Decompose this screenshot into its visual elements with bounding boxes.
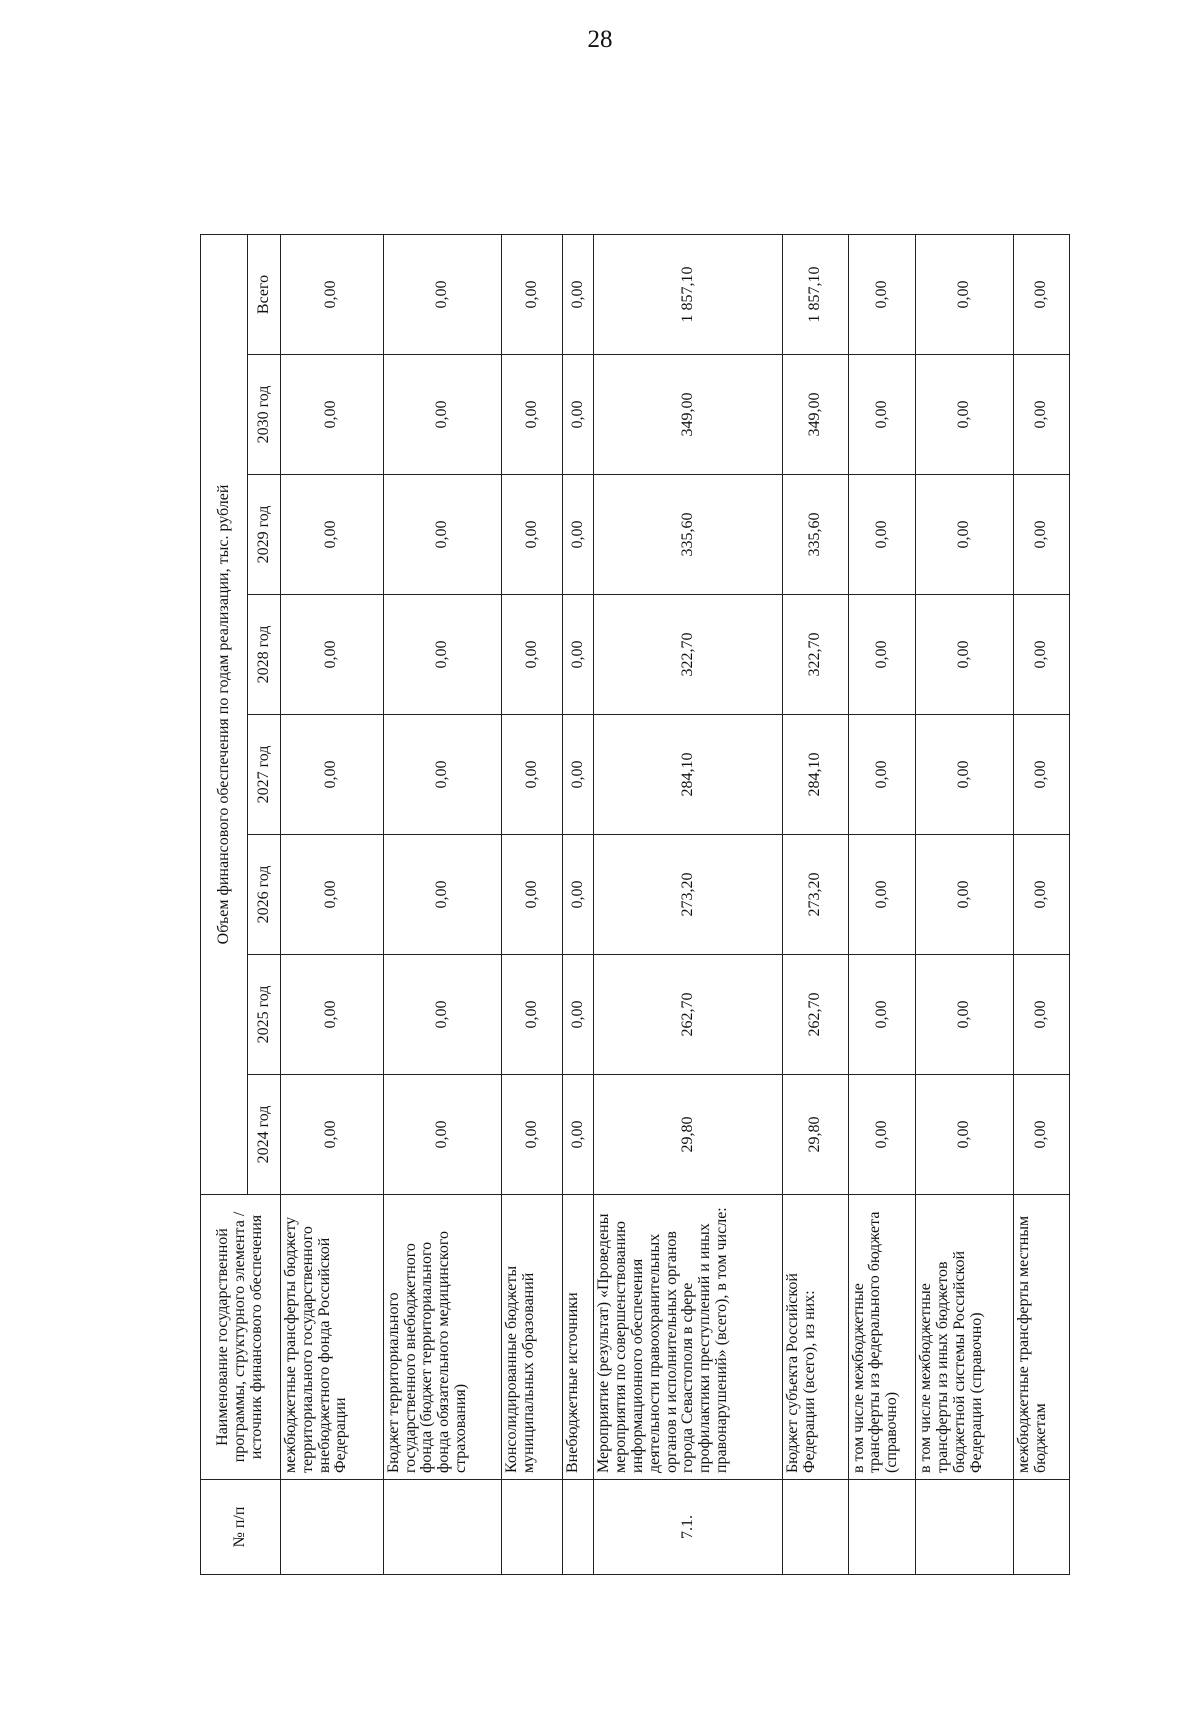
value-cell: 0,00 xyxy=(502,835,562,955)
value-cell: 0,00 xyxy=(848,355,916,475)
value-cell: 0,00 xyxy=(502,955,562,1075)
value-cell: 0,00 xyxy=(383,355,502,475)
total-cell: 0,00 xyxy=(281,234,384,354)
header-year: 2030 год xyxy=(248,355,281,475)
value-cell: 0,00 xyxy=(848,715,916,835)
value-cell: 0,00 xyxy=(916,355,1013,475)
value-cell: 335,60 xyxy=(594,475,783,595)
total-cell: 0,00 xyxy=(502,234,562,354)
value-cell: 0,00 xyxy=(562,475,594,595)
row-name: Мероприятие (результат) «Проведены мероприятия по совершенствованию информационного обеспечения деятельности правоохранительных органов и исполнительных органов города Севастополя в сфере профилактики преступлений и иных правонарушений» (всего), в том числе: xyxy=(594,1195,783,1480)
value-cell: 0,00 xyxy=(1013,715,1069,835)
header-volume: Объем финансового обеспечения по годам реализации, тыс. рублей xyxy=(201,234,248,1194)
financing-table xyxy=(200,234,1070,1575)
header-year: 2028 год xyxy=(248,595,281,715)
value-cell: 0,00 xyxy=(916,835,1013,955)
value-cell: 349,00 xyxy=(782,355,848,475)
value-cell: 0,00 xyxy=(281,355,384,475)
table-body xyxy=(281,234,1070,1574)
value-cell: 0,00 xyxy=(383,1075,502,1195)
page-number: 28 xyxy=(587,26,613,53)
value-cell: 0,00 xyxy=(281,475,384,595)
header-total: Всего xyxy=(248,234,281,354)
value-cell: 322,70 xyxy=(594,595,783,715)
value-cell: 0,00 xyxy=(1013,475,1069,595)
table-row xyxy=(594,234,783,1574)
value-cell: 335,60 xyxy=(782,475,848,595)
value-cell: 0,00 xyxy=(562,595,594,715)
table-row xyxy=(502,234,562,1574)
row-name: Внебюджетные источники xyxy=(562,1195,594,1480)
table-row xyxy=(848,234,916,1574)
total-cell: 0,00 xyxy=(562,234,594,354)
table-row xyxy=(916,234,1013,1574)
value-cell: 0,00 xyxy=(916,715,1013,835)
value-cell: 0,00 xyxy=(502,475,562,595)
table-row xyxy=(782,234,848,1574)
row-number xyxy=(782,1480,848,1575)
value-cell: 0,00 xyxy=(562,715,594,835)
value-cell: 262,70 xyxy=(782,955,848,1075)
row-number xyxy=(916,1480,1013,1575)
value-cell: 0,00 xyxy=(1013,1075,1069,1195)
header-year: 2025 год xyxy=(248,955,281,1075)
table-row xyxy=(383,234,502,1574)
value-cell: 262,70 xyxy=(594,955,783,1075)
table-header xyxy=(201,234,281,1574)
total-cell: 0,00 xyxy=(383,234,502,354)
header-year: 2027 год xyxy=(248,715,281,835)
table-row xyxy=(1013,234,1069,1574)
value-cell: 0,00 xyxy=(562,355,594,475)
value-cell: 284,10 xyxy=(782,715,848,835)
value-cell: 0,00 xyxy=(1013,355,1069,475)
total-cell: 1 857,10 xyxy=(782,234,848,354)
value-cell: 0,00 xyxy=(281,835,384,955)
value-cell: 0,00 xyxy=(916,1075,1013,1195)
row-name: Бюджет территориального государственного внебюджетного фонда (бюджет территориального фонда обязательного медицинского страхования) xyxy=(383,1195,502,1480)
header-name: Наименование государственной программы, структурного элемента / источник финансового обеспечения xyxy=(201,1195,281,1480)
total-cell: 0,00 xyxy=(916,234,1013,354)
rotated-table-container xyxy=(200,235,1070,1575)
row-name: Консолидированные бюджеты муниципальных образований xyxy=(502,1195,562,1480)
value-cell: 0,00 xyxy=(848,955,916,1075)
value-cell: 0,00 xyxy=(502,355,562,475)
value-cell: 0,00 xyxy=(383,715,502,835)
row-number: 7.1. xyxy=(594,1480,783,1575)
row-number xyxy=(502,1480,562,1575)
value-cell: 0,00 xyxy=(281,595,384,715)
value-cell: 0,00 xyxy=(848,595,916,715)
header-year: 2026 год xyxy=(248,835,281,955)
value-cell: 0,00 xyxy=(383,835,502,955)
value-cell: 0,00 xyxy=(916,475,1013,595)
row-name: в том числе межбюджетные трансферты из федерального бюджета (справочно) xyxy=(848,1195,916,1480)
value-cell: 273,20 xyxy=(594,835,783,955)
value-cell: 273,20 xyxy=(782,835,848,955)
total-cell: 0,00 xyxy=(848,234,916,354)
header-year: 2024 год xyxy=(248,1075,281,1195)
row-number xyxy=(1013,1480,1069,1575)
table-row xyxy=(281,234,384,1574)
row-number xyxy=(562,1480,594,1575)
value-cell: 0,00 xyxy=(383,955,502,1075)
value-cell: 0,00 xyxy=(916,955,1013,1075)
value-cell: 0,00 xyxy=(562,835,594,955)
value-cell: 0,00 xyxy=(383,475,502,595)
value-cell: 0,00 xyxy=(281,715,384,835)
value-cell: 29,80 xyxy=(782,1075,848,1195)
row-name: в том числе межбюджетные трансферты из иных бюджетов бюджетной системы Российской Федерации (справочно) xyxy=(916,1195,1013,1480)
value-cell: 0,00 xyxy=(848,1075,916,1195)
value-cell: 284,10 xyxy=(594,715,783,835)
header-year: 2029 год xyxy=(248,475,281,595)
value-cell: 29,80 xyxy=(594,1075,783,1195)
value-cell: 0,00 xyxy=(502,595,562,715)
row-number xyxy=(383,1480,502,1575)
value-cell: 322,70 xyxy=(782,595,848,715)
value-cell: 0,00 xyxy=(502,715,562,835)
value-cell: 0,00 xyxy=(562,1075,594,1195)
value-cell: 0,00 xyxy=(562,955,594,1075)
value-cell: 349,00 xyxy=(594,355,783,475)
value-cell: 0,00 xyxy=(1013,955,1069,1075)
row-name: межбюджетные трансферты бюджету территориального государственного внебюджетного фонда Российской Федерации xyxy=(281,1195,384,1480)
row-name: межбюджетные трансферты местным бюджетам xyxy=(1013,1195,1069,1480)
header-num: № п/п xyxy=(201,1480,281,1575)
value-cell: 0,00 xyxy=(848,475,916,595)
value-cell: 0,00 xyxy=(1013,595,1069,715)
value-cell: 0,00 xyxy=(848,835,916,955)
table-row xyxy=(562,234,594,1574)
total-cell: 1 857,10 xyxy=(594,234,783,354)
row-name: Бюджет субъекта Российской Федерации (всего), из них: xyxy=(782,1195,848,1480)
row-number xyxy=(848,1480,916,1575)
value-cell: 0,00 xyxy=(502,1075,562,1195)
value-cell: 0,00 xyxy=(916,595,1013,715)
total-cell: 0,00 xyxy=(1013,234,1069,354)
row-number xyxy=(281,1480,384,1575)
value-cell: 0,00 xyxy=(281,955,384,1075)
value-cell: 0,00 xyxy=(1013,835,1069,955)
value-cell: 0,00 xyxy=(383,595,502,715)
value-cell: 0,00 xyxy=(281,1075,384,1195)
